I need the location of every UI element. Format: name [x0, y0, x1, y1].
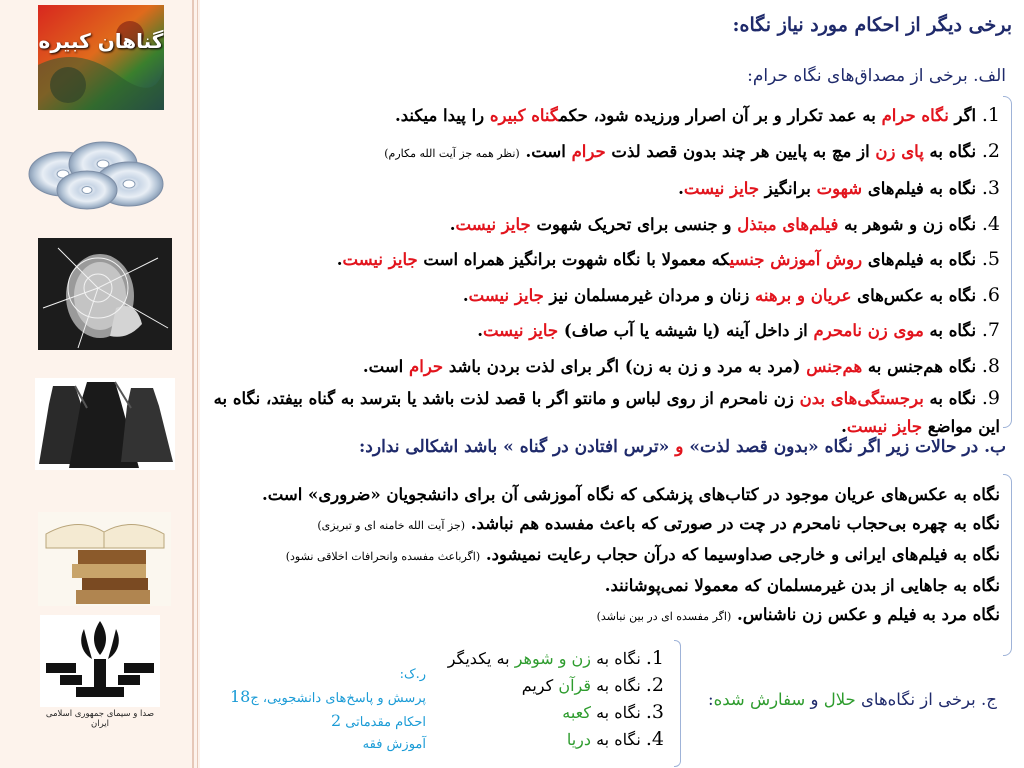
- section-a-bracket: [1003, 96, 1012, 428]
- list-item: 2. نگاه به قرآن کریم: [521, 674, 664, 696]
- section-a-heading: الف. برخی از مصداق‌های نگاه حرام:: [747, 66, 1006, 86]
- list-item: 3. نگاه به فیلم‌های شهوت برانگیز جایز نیست.: [678, 177, 1000, 199]
- column-divider-thin: [197, 0, 198, 768]
- reference-line: آموزش فقه: [362, 737, 426, 752]
- list-item: 1. نگاه به زن و شوهر به یکدیگر: [447, 647, 664, 669]
- slide-title: برخی دیگر از احکام مورد نیاز نگاه:: [732, 14, 1012, 36]
- section-c-list: [447, 645, 664, 753]
- list-item: نگاه به چهره بی‌حجاب نامحرم در چت در صورتی که باعث مفسده هم نباشد. (جز آیت الله خامنه ای و تبریزی): [317, 514, 1000, 533]
- section-b-bracket: [1003, 474, 1012, 656]
- reference-line: احکام مقدماتی 2: [330, 711, 426, 730]
- list-item: 6. نگاه به عکس‌های عریان و برهنه زنان و مردان غیرمسلمان نیز جایز نیست.: [462, 283, 1000, 306]
- books-image: [38, 512, 171, 606]
- irib-logo: [40, 615, 160, 730]
- irib-logo-caption: صدا و سیمای جمهوری اسلامی ایران: [45, 709, 155, 729]
- section-c-bracket: [674, 640, 681, 767]
- section-a-list: [200, 98, 1000, 441]
- dark-dresses-image: [35, 378, 175, 470]
- list-item: 9. نگاه به برجستگی‌های بدن زن نامحرم از روی لباس و مانتو اگر با قصد لذت باشد یا بترسد به گناه بیفتد، نگاه به این مواضع جایز نیست.: [213, 387, 1000, 436]
- ruling-note: (اگر مفسده ای در بین نباشد): [596, 610, 732, 623]
- broken-mirror-photo: [38, 238, 172, 350]
- list-item: 4. نگاه به دریا: [566, 728, 664, 750]
- list-item: 7. نگاه به موی زن نامحرم از داخل آینه (یا شیشه یا آب صاف) جایز نیست.: [477, 319, 1000, 341]
- list-item: 4. نگاه زن و شوهر به فیلم‌های مبتذل و جنسی برای تحریک شهوت جایز نیست.: [449, 212, 1000, 235]
- section-b-list: [210, 480, 1000, 631]
- list-item: 8. نگاه هم‌جنس به هم‌جنس (مرد به مرد و زن به زن) اگر برای لذت بردن باشد حرام است.: [362, 354, 1000, 377]
- ruling-note: (نظر همه جز آیت الله مکارم): [384, 146, 520, 160]
- reference-label: ر.ک:: [399, 667, 426, 682]
- list-item: 5. نگاه به فیلم‌های روش آموزش جنسیکه معمولا با نگاه شهوت برانگیز همراه است جایز نیست.: [336, 248, 1000, 270]
- ruling-note: (جز آیت الله خامنه ای و تبریزی): [317, 519, 466, 532]
- sins-poster-caption: گناهان کبیره: [38, 29, 164, 53]
- reference-block: [210, 664, 426, 756]
- section-b-heading: ب. در حالات زیر اگر نگاه «بدون قصد لذت» و «ترس افتادن در گناه » باشد اشکالی ندارد:: [359, 437, 1006, 457]
- section-c-heading: ج. برخی از نگاه‌های حلال و سفارش شده:: [708, 690, 997, 709]
- reference-line: پرسش و پاسخ‌های دانشجویی، ج18: [229, 687, 426, 706]
- list-item: 1. اگر نگاه حرام به عمد تکرار و بر آن اصرار ورزیده شود، حکمگناه کبیره را پیدا میکند.: [394, 104, 1000, 126]
- list-item: نگاه به عکس‌های عریان موجود در کتاب‌های پزشکی که نگاه آموزشی آن برای دانشجویان «ضروری» است.: [261, 485, 1000, 504]
- list-item: نگاه به جاهایی از بدن غیرمسلمان که معمولا نمی‌پوشانند.: [604, 576, 1000, 595]
- list-item: 2. نگاه به پای زن از مچ به پایین هر چند بدون قصد لذت حرام است. (نظر همه جز آیت الله مکارم): [384, 139, 1000, 162]
- list-item: نگاه به فیلم‌های ایرانی و خارجی صداوسیما که درآن حجاب رعایت نمیشود. (اگرباعث مفسده وانحرافات اخلاقی نشود): [285, 545, 1000, 564]
- column-divider: [192, 0, 194, 768]
- list-item: 3. نگاه به کعبه: [562, 701, 664, 723]
- ruling-note: (اگرباعث مفسده وانحرافات اخلاقی نشود): [285, 550, 481, 563]
- list-item: نگاه مرد به فیلم و عکس زن ناشناس. (اگر مفسده ای در بین نباشد): [596, 605, 1000, 624]
- cd-discs-image: [25, 138, 167, 213]
- sins-poster-image: [38, 5, 164, 110]
